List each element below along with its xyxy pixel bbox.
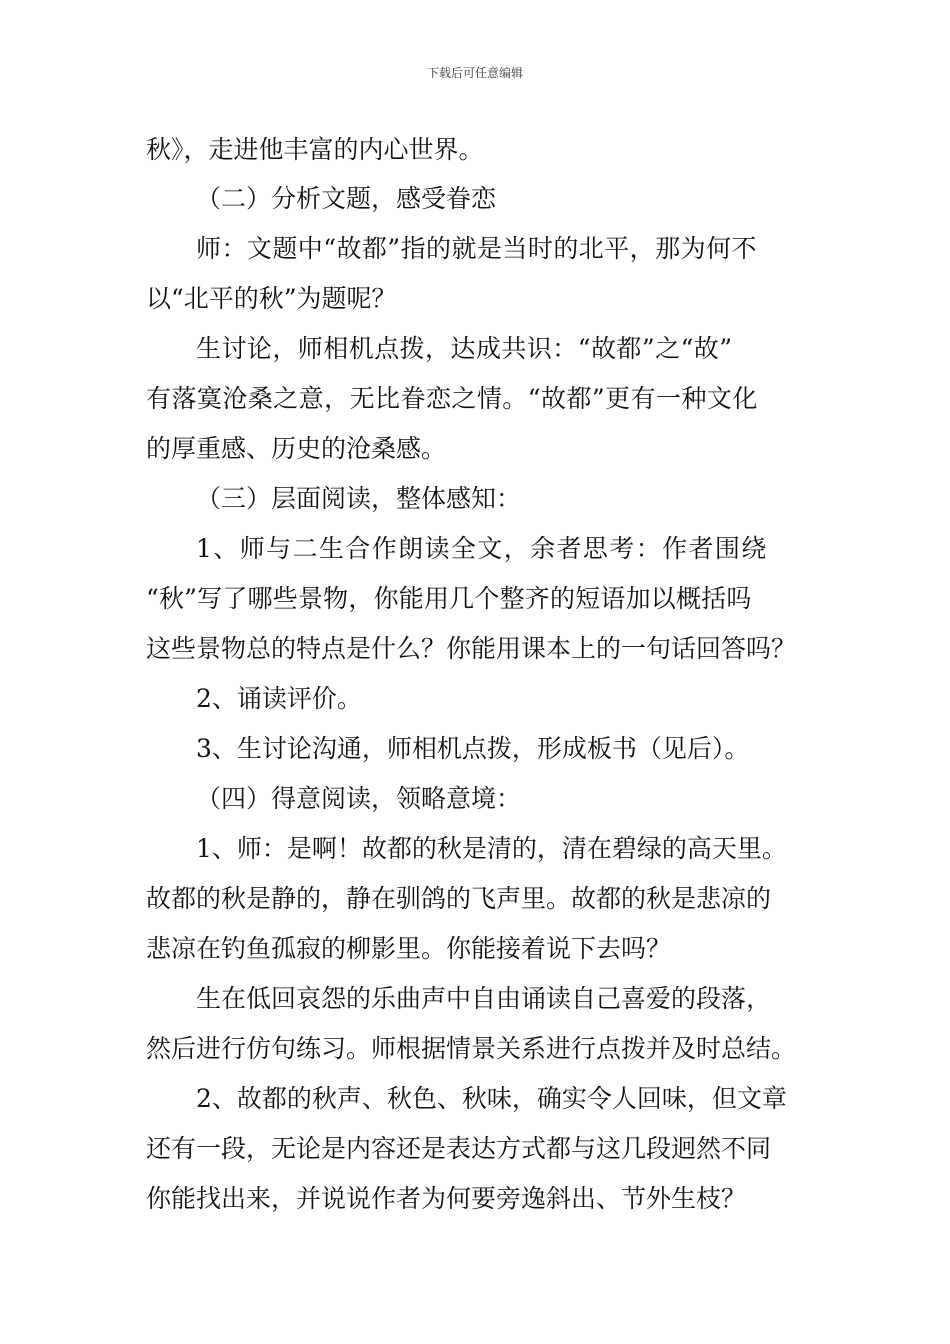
text-line: （四）得意阅读，领略意境： <box>196 784 522 813</box>
text-line: 生讨论，师相机点拨，达成共识：“故都”之“故” <box>196 334 733 363</box>
text-line: 你能找出来，并说说作者为何要旁逸斜出、节外生枝？ <box>146 1184 747 1213</box>
text-line: 还有一段，无论是内容还是表达方式都与这几段迥然不同 <box>146 1134 772 1163</box>
text-line: （二）分析文题，感受眷恋 <box>196 184 497 213</box>
text-line: 悲凉在钓鱼孤寂的柳影里。你能接着说下去吗？ <box>146 934 672 963</box>
text-line: 2、诵读评价。 <box>196 684 362 713</box>
text-line: 1、师：是啊！故都的秋是清的，清在碧绿的高天里。 <box>196 834 787 863</box>
text-line: 然后进行仿句练习。师根据情景关系进行点拨并及时总结。 <box>146 1034 797 1063</box>
text-line: 的厚重感、历史的沧桑感。 <box>146 434 447 463</box>
text-line: “秋”写了哪些景物，你能用几个整齐的短语加以概括吗 <box>146 584 752 613</box>
text-line: 秋》，走进他丰富的内心世界。 <box>146 135 484 164</box>
text-line: 生在低回哀怨的乐曲声中自由诵读自己喜爱的段落， <box>196 984 772 1013</box>
text-line: 以“北平的秋”为题呢？ <box>146 284 397 313</box>
text-line: 2、故都的秋声、秋色、秋味，确实令人回味，但文章 <box>196 1084 787 1113</box>
text-line: 有落寞沧桑之意，无比眷恋之情。“故都”更有一种文化 <box>146 384 758 413</box>
text-line: （三）层面阅读，整体感知： <box>196 484 522 513</box>
text-line: 3、生讨论沟通，师相机点拨，形成板书（见后）。 <box>196 734 750 763</box>
text-line: 1、师与二生合作朗读全文，余者思考：作者围绕 <box>196 534 768 563</box>
text-line: 故都的秋是静的，静在驯鸽的飞声里。故都的秋是悲凉的 <box>146 884 772 913</box>
text-line: 师：文题中“故都”指的就是当时的北平，那为何不 <box>196 234 757 263</box>
page-header: 下载后可任意编辑 <box>426 66 523 80</box>
text-line: 这些景物总的特点是什么？你能用课本上的一句话回答吗？ <box>146 634 797 663</box>
